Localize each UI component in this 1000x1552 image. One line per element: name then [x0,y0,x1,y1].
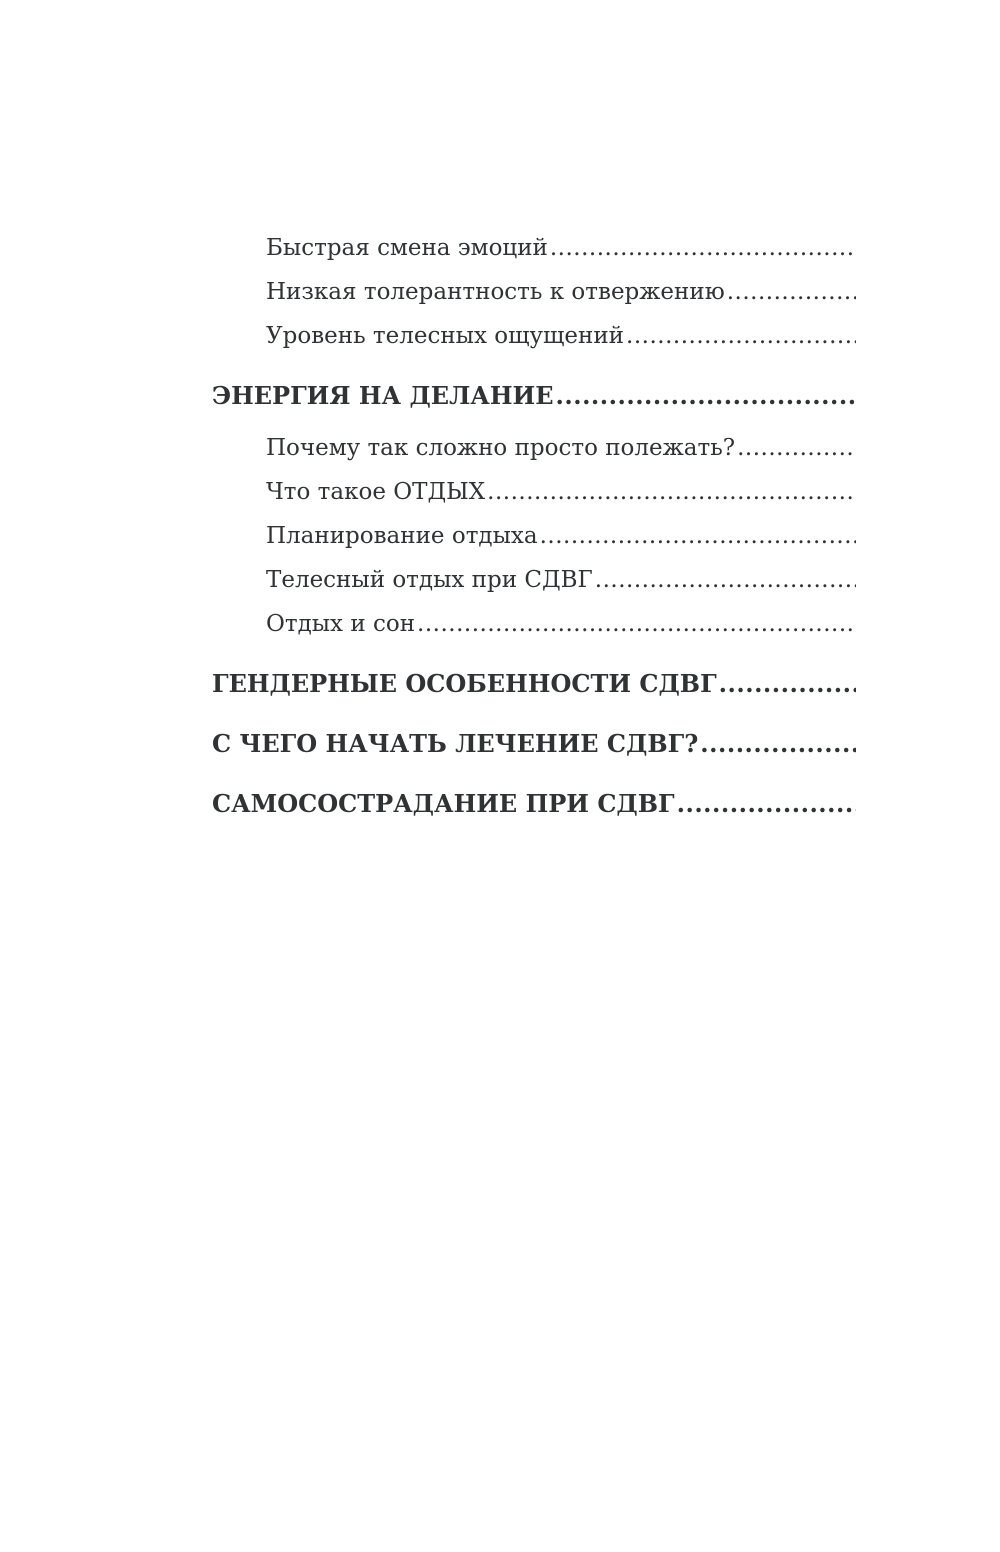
toc-entry-otdykh-i-son[interactable] [212,602,856,646]
toc-entry-title: Планирование отдыха [266,523,538,549]
toc-entry-pochemu-tak-slozhno[interactable] [212,426,856,470]
dot-leader [487,470,856,514]
toc-entry-planirovanie-otdykha[interactable] [212,514,856,558]
toc-chapter-s-chego-nachat[interactable] [212,714,856,774]
dot-leader [556,366,857,426]
dot-leader [719,654,856,714]
dot-leader [727,270,856,314]
toc-chapter-title: С ЧЕГО НАЧАТЬ ЛЕЧЕНИЕ СДВГ? [212,729,699,758]
toc-entry-title: Уровень телесных ощущений [266,323,625,349]
toc-chapter-title: САМОСОСТРАДАНИЕ ПРИ СДВГ [212,789,675,818]
table-of-contents [212,226,856,834]
toc-entry-bystraya-smena-emotsiy[interactable] [212,226,856,270]
toc-chapter-energiya-na-delanie[interactable] [212,366,856,426]
dot-leader [417,602,856,646]
toc-chapter-samosostradanie[interactable] [212,774,856,834]
dot-leader [550,226,856,270]
dot-leader [595,558,856,602]
toc-entry-nizkaya-tolerantnost[interactable] [212,270,856,314]
dot-leader [626,314,856,358]
toc-entry-uroven-telesnykh-oshchushcheniy[interactable] [212,314,856,358]
toc-entry-telesnyy-otdykh[interactable] [212,558,856,602]
toc-entry-title: Что такое ОТДЫХ [266,479,486,505]
toc-chapter-title: ГЕНДЕРНЫЕ ОСОБЕННОСТИ СДВГ [212,669,717,698]
toc-chapter-gendernye-osobennosti[interactable] [212,654,856,714]
toc-entry-title: Почему так сложно просто полежать? [266,435,736,461]
toc-entry-title: Телесный отдых при СДВГ [266,567,593,593]
dot-leader [540,514,856,558]
toc-entry-chto-takoe-otdykh[interactable] [212,470,856,514]
dot-leader [677,774,856,834]
toc-entry-title: Быстрая смена эмоций [266,235,548,261]
toc-entry-title: Отдых и сон [266,611,416,637]
dot-leader [700,714,856,774]
toc-entry-title: Низкая толерантность к отвержению [266,279,725,305]
toc-chapter-title: ЭНЕРГИЯ НА ДЕЛАНИЕ [212,381,554,410]
dot-leader [737,426,856,470]
